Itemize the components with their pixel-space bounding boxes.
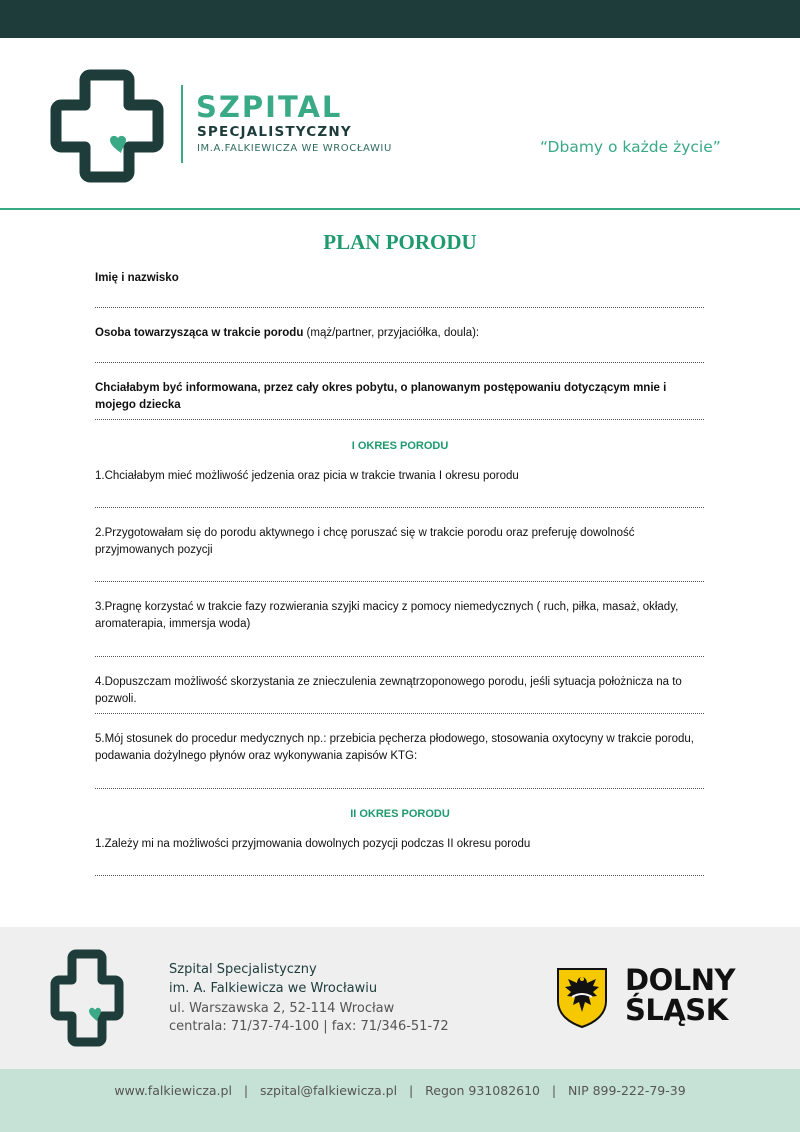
section-1-item: 3.Pragnę korzystać w trakcie fazy rozwierania szyjki macicy z pomocy niemedycznych ( ruch, piłka, masaż, okłady, aromaterapia, immersja woda) [95,601,679,630]
section-1-item: 4.Dopuszczam możliwość skorzystania ze znieczulenia zewnątrzoponowego porodu, jeśli sytuacja położnicza na to pozwoli. [95,676,682,705]
footer-hospital-patron: im. A. Falkiewicza we Wrocławiu [169,981,378,996]
document-title: PLAN PORODU [323,230,477,254]
section-2-item: 1.Zależy mi na możliwości przyjmowania dowolnych pozycji podczas II okresu porodu [95,838,531,850]
brand-name: SZPITAL [196,90,343,124]
top-bar [0,0,800,38]
footer-address: ul. Warszawska 2, 52-114 Wrocław [169,1001,395,1016]
informed-label: Chciałabym być informowana, przez cały okres pobytu, o planowanym postępowaniu dotyczącym mnie i mojego dziecka [95,382,667,411]
region-name-line2: ŚLĄSK [625,993,728,1027]
slogan: “Dbamy o każde życie” [540,138,721,156]
logo-divider [181,85,183,163]
name-field[interactable] [95,307,704,308]
section-1-item-field[interactable] [95,788,704,789]
footer [0,927,800,1069]
silesian-eagle-crest-icon [556,967,608,1029]
section-1-item-field[interactable] [95,581,704,582]
section-1-item: 2.Przygotowałam się do porodu aktywnego i chcę poruszać się w trakcie porodu oraz preferuję dowolność przyjmowanych pozycji [95,527,635,556]
section-2-heading: II OKRES PORODU [350,808,450,820]
footer-hospital-name: Szpital Specjalistyczny [169,962,317,977]
section-1-item: 5.Mój stosunek do procedur medycznych np.: przebicia pęcherza płodowego, stosowania oxytocyny w trakcie porodu, podawania dożylnego płynów oraz wykonywania zapisów KTG: [95,733,694,762]
cross-heart-icon [50,949,124,1047]
header-rule [0,208,800,210]
companion-label: Osoba towarzysząca w trakcie porodu (mąż/partner, przyjaciółka, doula): [95,327,480,339]
section-1-item-field[interactable] [95,713,704,714]
footer-phone: centrala: 71/37-74-100 | fax: 71/346-51-72 [169,1019,449,1034]
section-2-item-field[interactable] [95,875,704,876]
brand-patron: IM.A.FALKIEWICZA WE WROCŁAWIU [197,143,392,154]
letterhead [0,38,800,210]
section-1-item-field[interactable] [95,507,704,508]
cross-heart-icon [50,69,164,183]
brand-subtitle: SPECJALISTYCZNY [197,124,352,140]
section-1-item: 1.Chciałabym mieć możliwość jedzenia oraz picia w trakcie trwania I okresu porodu [95,470,519,482]
contact-line: www.falkiewicza.pl | szpital@falkiewicza.pl | Regon 931082610 | NIP 899-222-79-39 [114,1083,686,1098]
companion-field[interactable] [95,362,704,363]
name-label: Imię i nazwisko [95,272,179,284]
bottom-bar [0,1069,800,1132]
region-name-line1: DOLNY [625,963,735,997]
section-1-item-field[interactable] [95,656,704,657]
informed-field[interactable] [95,419,704,420]
section-1-heading: I OKRES PORODU [351,440,449,452]
